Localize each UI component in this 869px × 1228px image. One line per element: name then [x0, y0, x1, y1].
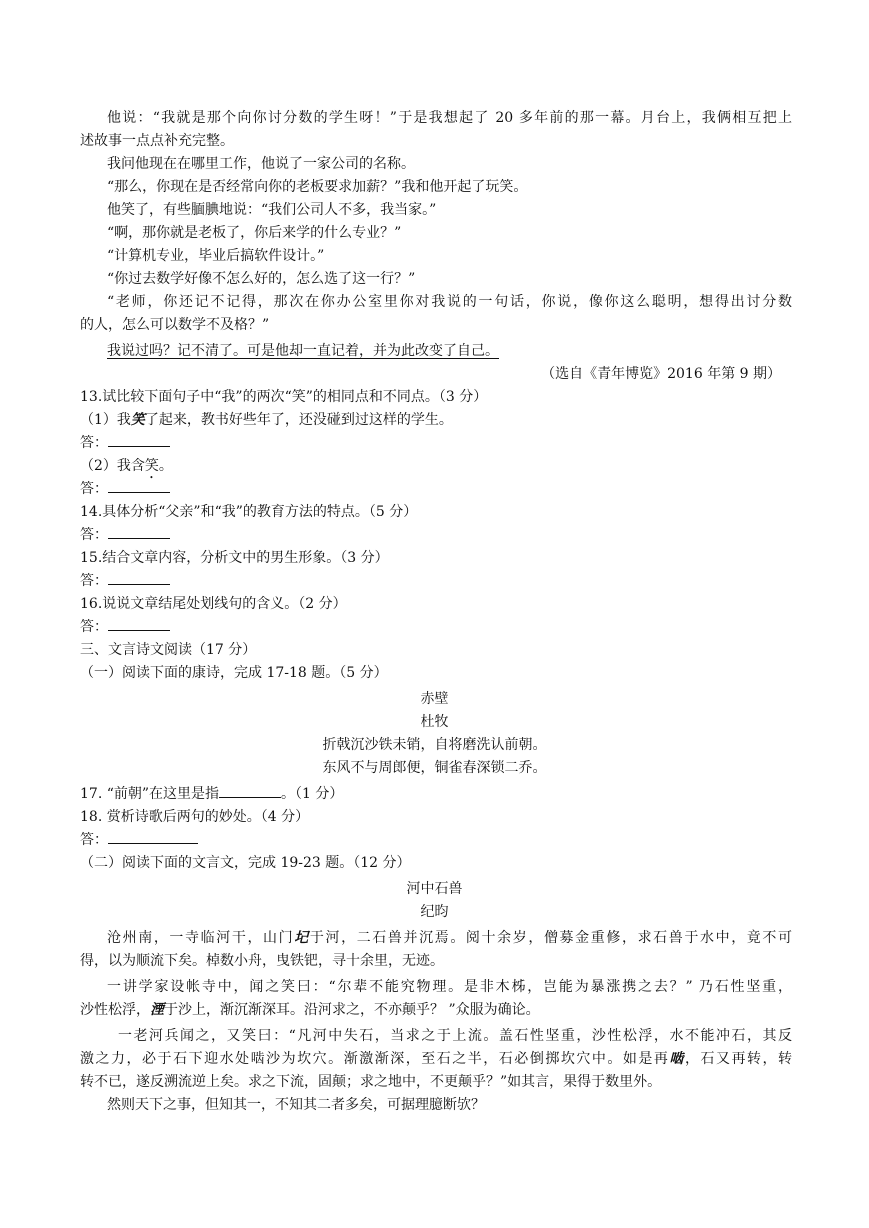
question-18: 18. 赏析诗歌后两句的妙处。（4 分） — [80, 809, 310, 825]
question-15: 15.结合文章内容，分析文中的男生形象。（3 分） — [80, 550, 389, 566]
q13-1-suffix: 了起来，教书好些年了，还没碰到过这样的学生。 — [144, 412, 453, 428]
part-2-instruction: （二）阅读下面的文言文，完成 19-23 题。（12 分） — [80, 855, 411, 871]
prose-p2-prefix: 沙性松浮， — [80, 1002, 150, 1018]
story-paragraph-1-line-1: 他说：“我就是那个向你讨分数的学生呀！”于是我想起了 20 多年前的那一幕。月台上，我俩相互把上 — [107, 110, 792, 126]
q17-suffix: 。（1 分） — [281, 786, 344, 802]
poem-title: 赤壁 — [420, 691, 449, 707]
answer-blank[interactable] — [108, 524, 170, 539]
prose-p2-marked-char: 湮 — [150, 1002, 164, 1018]
answer-line-q13-2 — [80, 478, 170, 501]
story-paragraph-8-line-2: 的人，怎么可以数学不及格？” — [80, 317, 270, 333]
poem-line-1: 折戟沉沙铁未销，自将磨洗认前朝。 — [322, 737, 547, 753]
q13-1-prefix: （1）我 — [80, 412, 131, 428]
question-13-sentence-1 — [80, 409, 453, 432]
prose-author: 纪昀 — [420, 904, 449, 920]
answer-label: 答： — [80, 832, 108, 848]
section-3-title: 三、文言诗文阅读（17 分） — [80, 642, 257, 658]
answer-line-q18 — [80, 829, 198, 852]
answer-label: 答： — [80, 619, 108, 635]
answer-line-q15 — [80, 570, 170, 593]
question-14: 14.具体分析“父亲”和“我”的教育方法的特点。（5 分） — [80, 504, 418, 520]
story-paragraph-4: 他笑了，有些腼腆地说：“我们公司人不多，我当家。” — [107, 202, 437, 218]
question-16: 16.说说文章结尾处划线句的含义。（2 分） — [80, 596, 347, 612]
part-1-instruction: （一）阅读下面的康诗，完成 17-18 题。（5 分） — [80, 665, 388, 681]
q17-prefix: 17. “前朝”在这里是指 — [80, 786, 220, 802]
answer-blank[interactable] — [108, 829, 198, 844]
prose-paragraph-3-line-1: 一老河兵闻之，又笑曰：“凡河中失石，当求之于上流。盖石性坚重，沙性松浮，水不能冲石，其反 — [118, 1028, 792, 1044]
q13-2-suffix: 。 — [158, 458, 173, 474]
prose-p1-marked-char: 圮 — [294, 930, 310, 946]
story-paragraph-5: “啊，那你就是老板了，你后来学的什么专业？” — [107, 225, 402, 241]
question-13: 13.试比较下面句子中“我”的两次“笑”的相同点和不同点。（3 分） — [80, 389, 488, 405]
question-17 — [80, 783, 343, 806]
q17-blank[interactable] — [219, 783, 281, 798]
answer-blank[interactable] — [108, 478, 170, 493]
q13-2-prefix: （2）我含 — [80, 458, 145, 474]
answer-blank[interactable] — [108, 616, 170, 631]
poem-author: 杜牧 — [420, 714, 449, 730]
answer-line-q13-1 — [80, 432, 170, 455]
answer-label: 答： — [80, 527, 108, 543]
prose-paragraph-3-line-2 — [80, 1048, 792, 1071]
prose-p3-marked-char: 啮 — [669, 1051, 685, 1067]
underlined-ending-sentence: 我说过吗？记不清了。可是他却一直记着，并为此改变了自己。 — [107, 343, 499, 359]
prose-p1-prefix: 沧州南，一寺临河干，山门 — [107, 930, 295, 946]
prose-p3-suffix: ，石又再转，转 — [684, 1051, 793, 1067]
poem-line-2: 东风不与周郎便，铜雀春深锁二乔。 — [322, 760, 547, 776]
q13-1-marked-char: 笑 — [130, 412, 145, 428]
prose-p3-prefix: 激之力，必于石下迎水处啮沙为坎穴。渐激渐深，至石之半，石必倒掷坎穴中。如是再 — [80, 1051, 670, 1067]
source-citation: （选自《青年博览》2016 年第 9 期） — [541, 366, 781, 382]
prose-paragraph-3-line-3: 转不已，遂反溯流逆上矣。求之下流，固颠；求之地中，不更颠乎？”如其言，果得于数里外。 — [80, 1074, 662, 1090]
prose-p1-suffix: 于河，二石兽并沉焉。阅十余岁，僧募金重修，求石兽于水中，竟不可 — [309, 930, 793, 946]
prose-paragraph-1-line-2: 得，以为顺流下矣。棹数小舟，曳铁钯，寻十余里，无迹。 — [80, 953, 444, 969]
q13-2-marked-char: 笑 — [144, 458, 159, 474]
answer-line-q16 — [80, 616, 170, 639]
prose-paragraph-4: 然则天下之事，但知其一，不知其二者多矣，可据理臆断欤？ — [107, 1097, 485, 1113]
prose-p2-suffix: 于沙上，渐沉渐深耳。沿河求之，不亦颠乎？ ”众服为确论。 — [164, 1002, 540, 1018]
story-paragraph-6: “计算机专业，毕业后搞软件设计。” — [107, 248, 325, 264]
answer-blank[interactable] — [108, 432, 170, 447]
prose-paragraph-2-line-1: 一讲学家设帐寺中，闻之笑曰：“尔辈不能究物理。是非木柹，岂能为暴涨携之去？” 乃石性坚重， — [107, 979, 792, 995]
answer-label: 答： — [80, 481, 108, 497]
story-paragraph-7: “你过去数学好像不怎么好的，怎么选了这一行？” — [107, 271, 416, 287]
prose-paragraph-1-line-1 — [107, 927, 792, 950]
answer-label: 答： — [80, 435, 108, 451]
story-paragraph-2: 我问他现在在哪里工作，他说了一家公司的名称。 — [107, 156, 415, 172]
prose-paragraph-2-line-2 — [80, 999, 540, 1022]
answer-blank[interactable] — [108, 570, 170, 585]
prose-title: 河中石兽 — [406, 881, 463, 897]
story-paragraph-3: “那么，你现在是否经常向你的老板要求加薪？”我和他开起了玩笑。 — [107, 179, 528, 195]
story-paragraph-8-line-1: “老师，你还记不记得，那次在你办公室里你对我说的一句话，你说，像你这么聪明，想得出讨分数 — [107, 294, 792, 310]
answer-line-q14 — [80, 524, 170, 547]
answer-label: 答： — [80, 573, 108, 589]
story-paragraph-1-line-2: 述故事一点点补充完整。 — [80, 133, 234, 149]
